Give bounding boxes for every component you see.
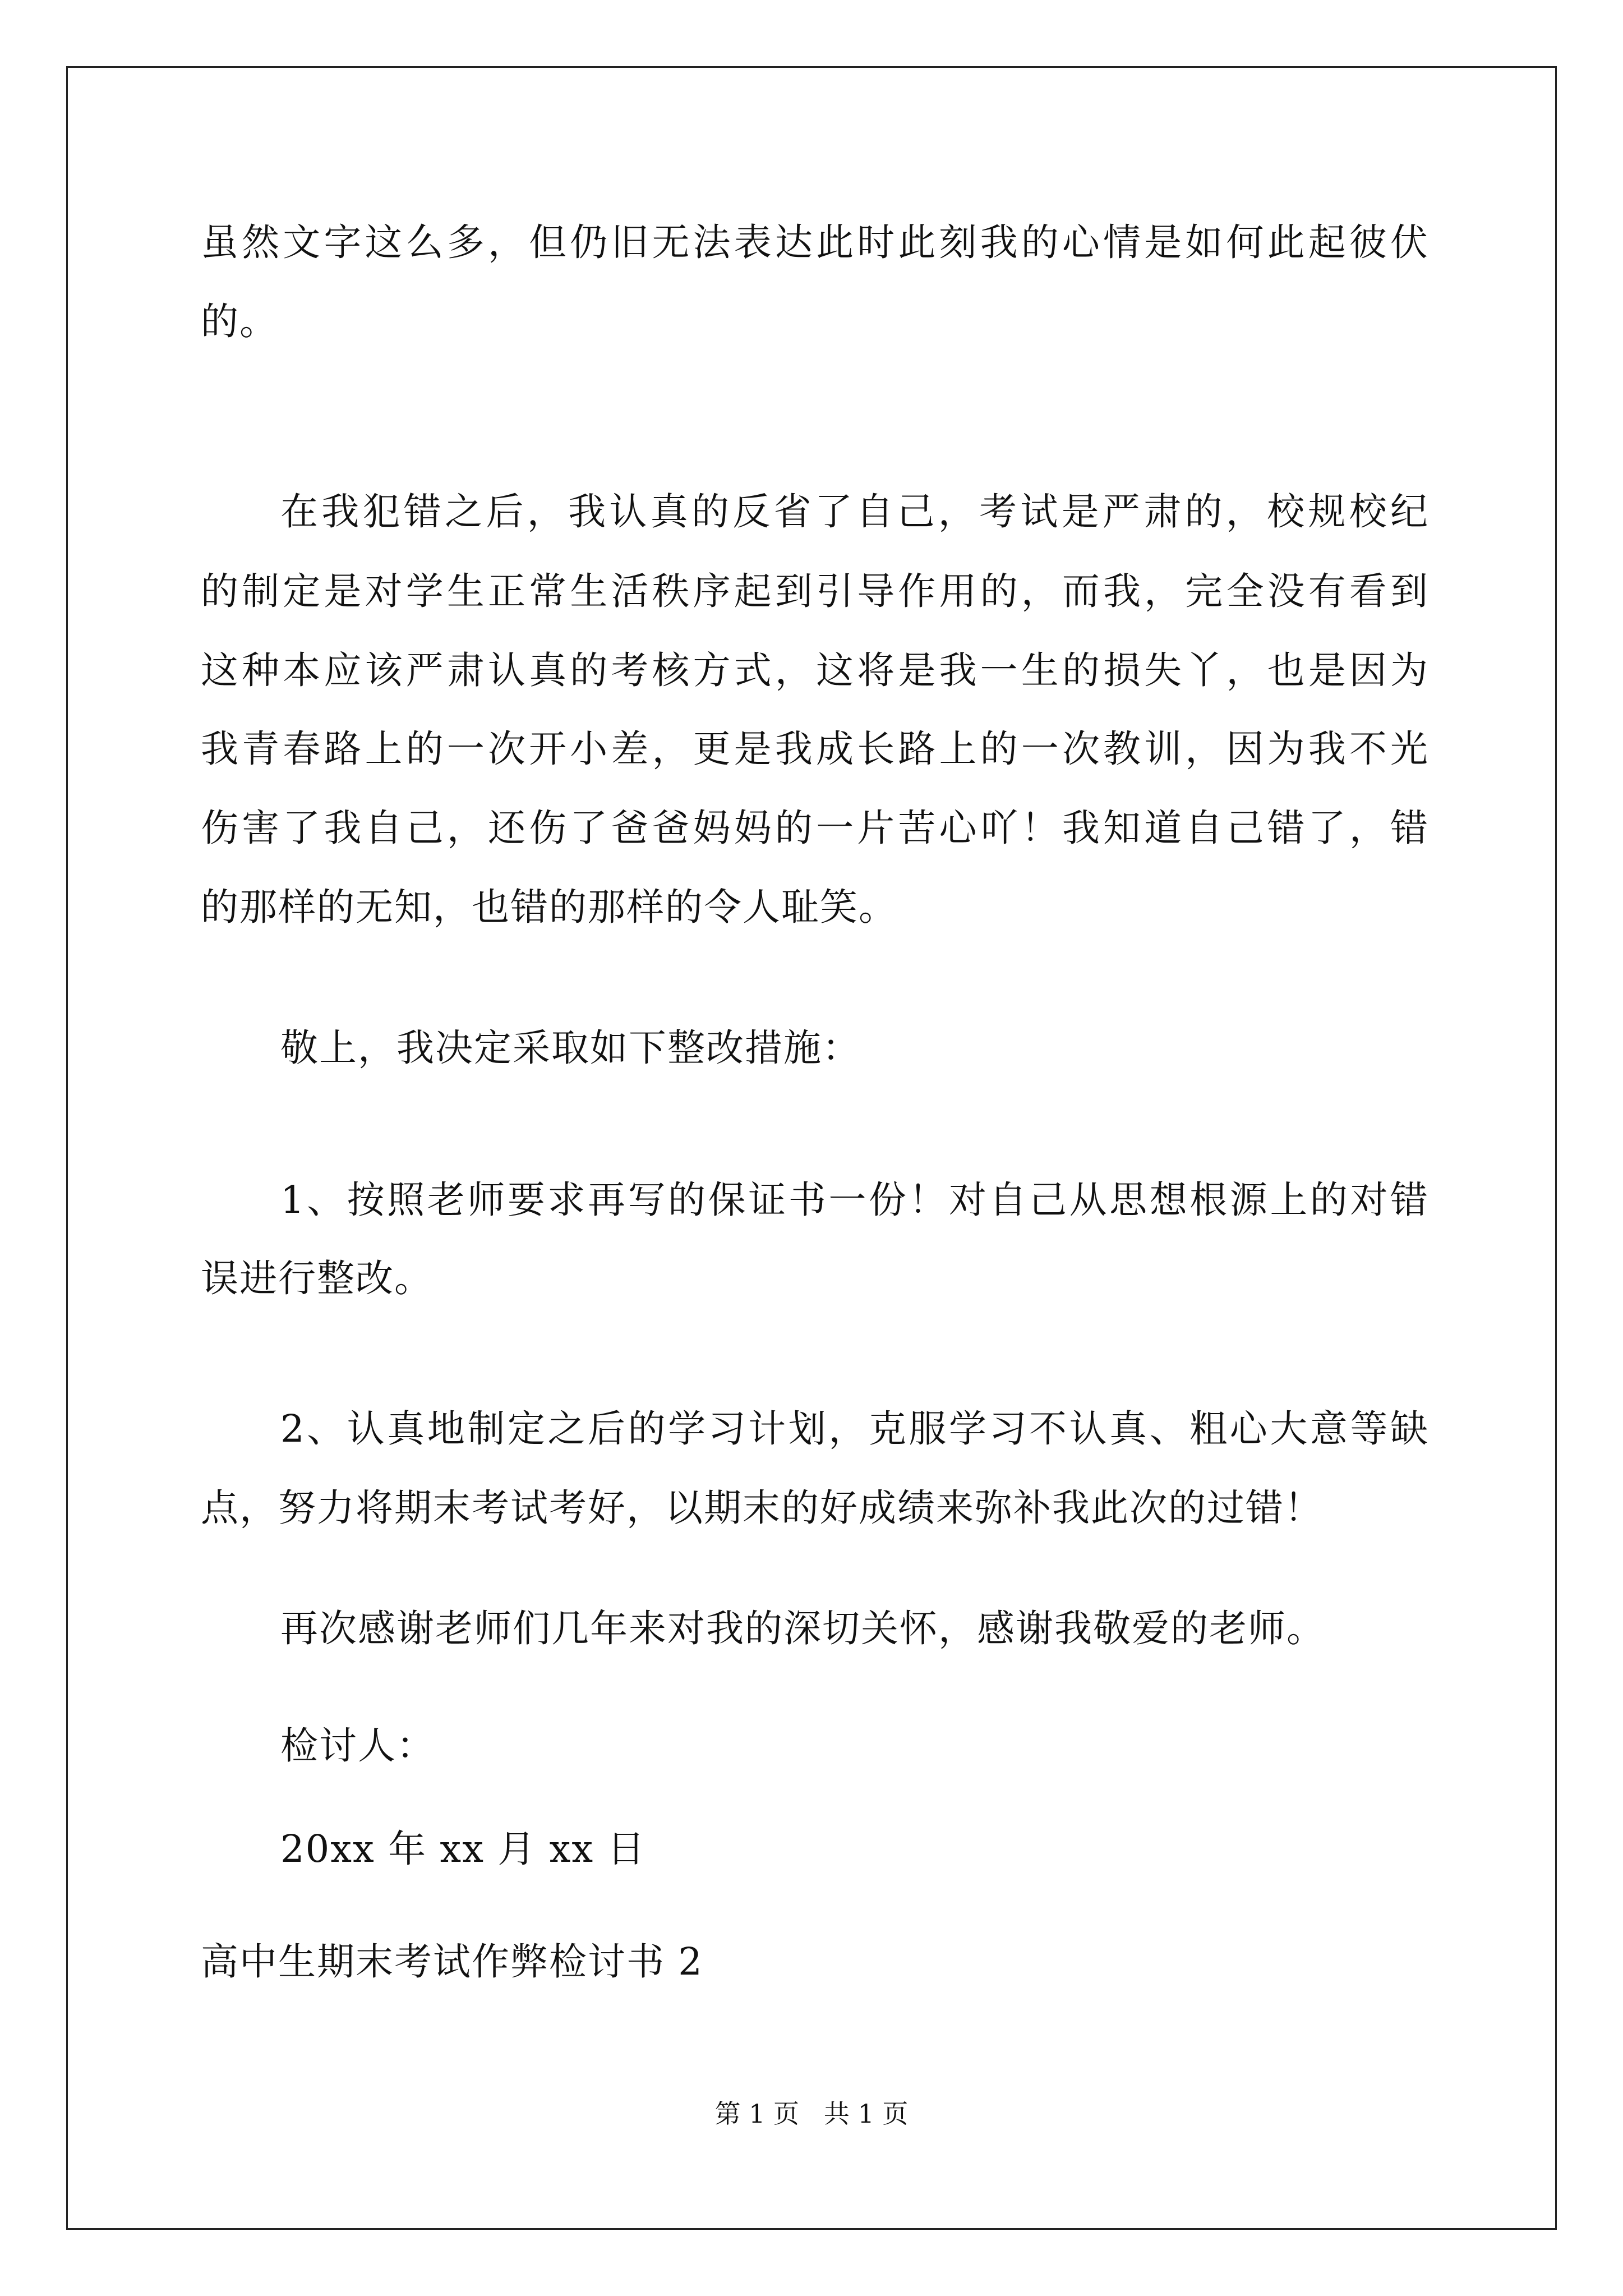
text-line: 点，努力将期末考试考好，以期末的好成绩来弥补我此次的过错！ bbox=[201, 1486, 1323, 1530]
signature-label: 检讨人： bbox=[280, 1724, 435, 1768]
text-line: 误进行整改。 bbox=[201, 1257, 433, 1300]
text-line: 的那样的无知，也错的那样的令人耻笑。 bbox=[201, 885, 897, 929]
text-line: 这种本应该严肃认真的考核方式，这将是我一生的损失丫，也是因为 bbox=[201, 648, 1429, 692]
paragraph-first-line: 1、按照老师要求再写的保证书一份！对自己从思想根源上的对错 bbox=[280, 1178, 1429, 1222]
paragraph-first-line: 在我犯错之后，我认真的反省了自己，考试是严肃的，校规校纪 bbox=[280, 490, 1429, 533]
text-line: 我青春路上的一次开小差，更是我成长路上的一次教训，因为我不光 bbox=[201, 727, 1429, 771]
section-heading: 高中生期末考试作弊检讨书 2 bbox=[201, 1940, 703, 1984]
paragraph-first-line: 再次感谢老师们几年来对我的深切关怀，感谢我敬爱的老师。 bbox=[280, 1607, 1325, 1650]
paragraph-first-line: 敬上，我决定采取如下整改措施： bbox=[280, 1026, 861, 1070]
text-line: 的制定是对学生正常生活秩序起到引导作用的，而我，完全没有看到 bbox=[201, 569, 1429, 613]
text-line: 伤害了我自己，还伤了爸爸妈妈的一片苦心吖！我知道自己错了，错 bbox=[201, 806, 1429, 850]
page-footer: 第 1 页 共 1 页 bbox=[714, 2099, 909, 2129]
text-line: 虽然文字这么多，但仍旧无法表达此时此刻我的心情是如何此起彼伏 bbox=[201, 220, 1429, 264]
text-line: 的。 bbox=[201, 300, 278, 343]
date-line: 20xx 年 xx 月 xx 日 bbox=[280, 1827, 646, 1871]
page-border bbox=[66, 66, 1557, 2230]
paragraph-first-line: 2、认真地制定之后的学习计划，克服学习不认真、粗心大意等缺 bbox=[280, 1407, 1429, 1451]
